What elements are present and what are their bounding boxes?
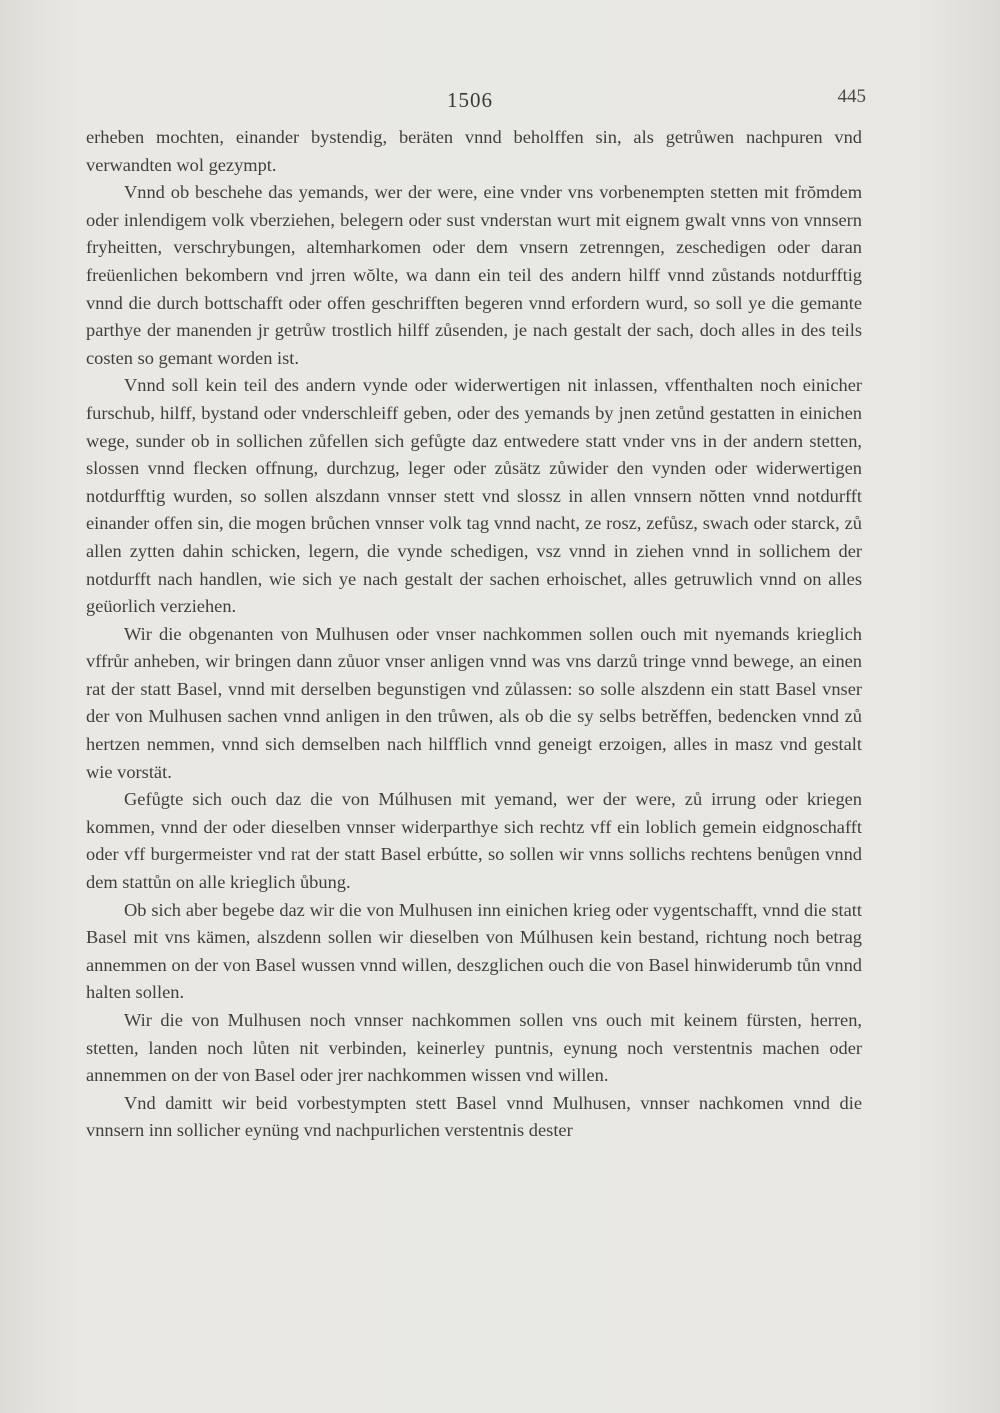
paragraph: erheben mochten, einander bystendig, beräten vnnd beholffen sin, als getrůwen nachpuren vnd verwandten wol gezympt. [86,127,862,175]
paragraph: Vnnd ob beschehe das yemands, wer der were, eine vnder vns vorbenempten stetten mit frŏmdem oder inlendigem volk vberziehen, belegern oder sust vnderstan wurt mit eignem gwalt vnns von vnnsern fryheitten, verschrybungen, altemharkomen oder dem vnsern zetrenngen, zeschedigen oder daran freüenlichen bekombern vnd jrren wŏlte, wa dann ein teil des andern hilff vnnd zůstands notdurfftig vnnd die durch bottschafft oder offen geschrifften begeren vnnd erfordern wurd, so soll ye die gemante parthye der manenden jr getrůw trostlich hilff zůsenden, je nach gestalt der sach, doch alles in des teils costen so gemant worden ist. [86,182,862,368]
paragraph: Gefůgte sich ouch daz die von Múlhusen mit yemand, wer der were, zů irrung oder kriegen kommen, vnnd der oder dieselben vnnser widerparthye sich rechtz vff ein loblich gemein eidgnoschafft oder vff burgermeister vnd rat der statt Basel erbútte, so sollen wir vnns sollichs rechtens benůgen vnnd dem stattůn on alle krieglich ůbung. [86,789,862,893]
paragraph: Wir die von Mulhusen noch vnnser nachkommen sollen vns ouch mit keinem fürsten, herren, stetten, landen noch lůten nit verbinden, keinerley puntnis, eynung noch verstentnis machen oder annemmen on der von Basel oder jrer nachkommen wissen vnd willen. [86,1010,862,1086]
page-header [80,86,866,118]
paragraph: Ob sich aber begebe daz wir die von Mulhusen inn einichen krieg oder vygentschafft, vnnd die statt Basel mit vns kämen, alszdenn sollen wir dieselben von Múlhusen kein bestand, richtung noch betrag annemmen on der von Basel wussen vnnd willen, deszglichen ouch die von Basel hinwiderumb tůn vnnd halten sollen. [86,899,862,1003]
page-number: 445 [837,86,866,107]
paragraph: Wir die obgenanten von Mulhusen oder vnser nachkommen sollen ouch mit nyemands krieglich vffrůr anheben, wir bringen dann zůuor vnser anligen vnnd was vns darzů tringe vnnd bewege, an einen rat der statt Basel, vnnd mit derselben begunstigen vnd zůlassen: so solle alszdenn ein statt Basel vnser der von Mulhusen sachen vnnd anligen in den trůwen, als ob die sy selbs betrěffen, bedencken vnnd zů hertzen nemmen, vnnd sich demselben nach hilfflich vnnd geneigt erzoigen, alles in masz vnd gestalt wie vorstät. [86,623,862,782]
page-year-heading: 1506 [447,88,493,112]
paragraph: Vnd damitt wir beid vorbestympten stett Basel vnnd Mulhusen, vnnser nachkomen vnnd die vnnsern inn sollicher eynüng vnd nachpurlichen verstentnis dester [86,1092,862,1141]
paragraph: Vnnd soll kein teil des andern vynde oder widerwertigen nit inlassen, vffenthalten noch einicher furschub, hilff, bystand oder vnderschleiff geben, oder des yemands by jnen zetůnd gestatten in einichen wege, sunder ob in sollichen zůfellen sich gefůgte daz entwedere statt vnder vns in der andern stetten, slossen vnnd flecken offnung, durchzug, leger oder zůsätz zůwider den vynden oder widerwertigen notdurfftig wurden, so sollen alszdann vnnser stett vnd slossz in allen vnnsern nŏtten vnnd notdurfft einander offen sin, die mogen brůchen vnnser volk tag vnnd nacht, ze rosz, zefůsz, swach oder starck, zů allen zytten dahin schicken, legern, die vynde schedigen, vsz vnnd in ziehen vnnd in sollichem der notdurfft nach handlen, wie sich ye nach gestalt der sachen erhoischet, alles getruwlich vnnd on alles geüorlich verziehen. [86,375,862,617]
body-text [86,124,862,1145]
